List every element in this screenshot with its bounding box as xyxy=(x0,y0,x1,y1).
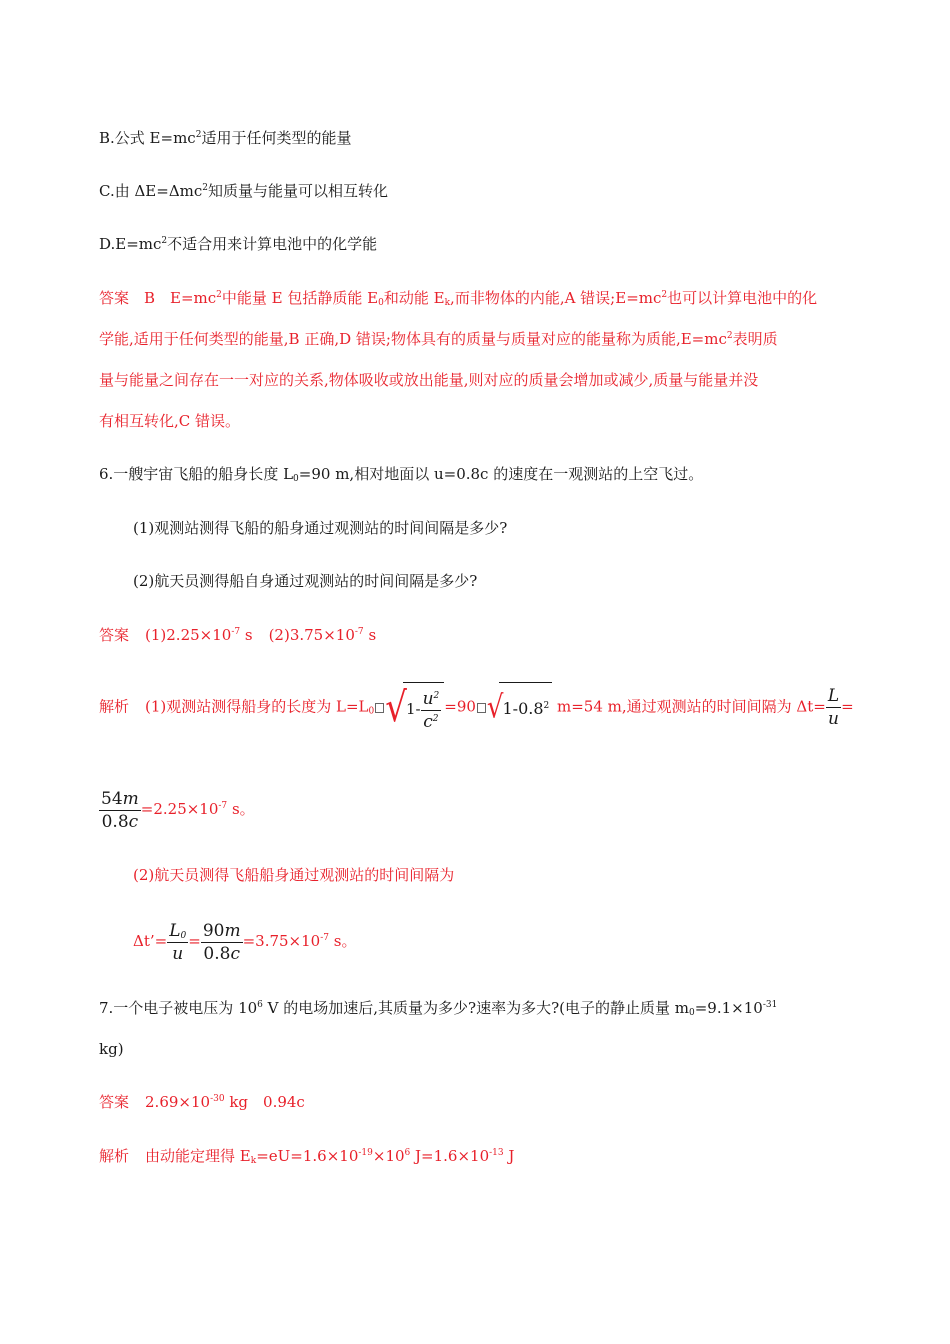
q6-answer1: (1)2.25×10 xyxy=(145,626,232,644)
answer5-l1a-sup: 2 xyxy=(216,290,222,300)
option-d-text: D.E=mc xyxy=(99,235,162,253)
q7-answer-a: 2.69×10 xyxy=(145,1093,211,1111)
frac-den-c2: c xyxy=(230,943,240,964)
q6-solution1-cont xyxy=(99,786,255,833)
option-d-sup: 2 xyxy=(161,236,168,246)
option-d-tail: 不适合用来计算电池中的化学能 xyxy=(167,235,378,253)
placeholder-box-icon xyxy=(375,703,384,713)
q6-part1 xyxy=(133,517,507,539)
q7-solution-b: =eU=1.6×10 xyxy=(256,1147,359,1165)
q6-solution2-res-sup: -7 xyxy=(320,933,329,943)
answer5-l1b: 中能量 E 包括静质能 E xyxy=(221,289,379,307)
frac-num-l: L xyxy=(827,686,840,706)
option-c-tail: 知质量与能量可以相互转化 xyxy=(208,182,389,200)
q7-solution-label: 解析 xyxy=(99,1147,130,1165)
q7-solution-d: J=1.6×10 xyxy=(410,1147,490,1165)
q7-solution-sup3: -13 xyxy=(489,1148,504,1158)
q6-solution2-eq: = xyxy=(188,932,201,950)
answer5-l1d-sup: 2 xyxy=(661,290,668,300)
q6-stem-b: =90 m,相对地面以 u=0.8c 的速度在一观测站的上空飞过。 xyxy=(298,465,704,483)
q6-solution2-title-text: (2)航天员测得飞船船身通过观测站的时间间隔为 xyxy=(133,866,455,884)
q6-solution1-res-sup: -7 xyxy=(218,801,228,811)
fraction-l-over-u xyxy=(826,685,841,730)
frac-den-u2: u xyxy=(172,943,184,964)
answer5-l1c-sub: k xyxy=(444,298,451,308)
q7-stem-sup1: 6 xyxy=(257,1000,263,1010)
q6-solution2-res: =3.75×10 xyxy=(242,932,321,950)
q6-solution1-eq90: =90 xyxy=(444,697,476,716)
sqrt-expression-2 xyxy=(487,682,552,733)
frac-den-u: u xyxy=(828,709,839,729)
q6-solution1-sub: 0 xyxy=(368,706,375,717)
q6-part2 xyxy=(133,570,477,592)
answer5-l1e: 也可以计算电池中的化 xyxy=(667,289,818,307)
frac-num-l0-sub: 0 xyxy=(180,930,187,941)
q7-stem-l2: kg) xyxy=(99,1040,124,1058)
frac-num-m2: m xyxy=(224,920,241,941)
frac-num-54: 54 xyxy=(101,788,123,809)
q6-answer-label: 答案 xyxy=(99,626,130,644)
frac-den-08: 0.8 xyxy=(101,811,129,832)
q7-solution-c: ×10 xyxy=(372,1147,405,1165)
answer5-l1d: ,而非物体的内能,A 错误;E=mc xyxy=(450,289,662,307)
q6-solution1-a: (1)观测站测得船身的长度为 L=L xyxy=(145,697,369,716)
option-c-sup: 2 xyxy=(202,183,209,193)
frac-den-c: c xyxy=(128,811,139,832)
q7-solution-sub: k xyxy=(250,1156,257,1166)
fraction-90m-over-08c xyxy=(201,920,243,965)
q7-solution-e: J xyxy=(503,1147,515,1165)
frac-u: u xyxy=(422,688,434,709)
frac-c-sup: 2 xyxy=(432,713,439,724)
answer5-line3 xyxy=(99,369,758,391)
sqrt-expression-1 xyxy=(385,682,444,733)
frac-num-m: m xyxy=(122,788,139,809)
answer5-l2b: 表明质 xyxy=(732,330,778,348)
q6-answer1-sup: -7 xyxy=(231,627,241,637)
q6-solution2-lhs: Δt’= xyxy=(133,932,168,950)
q6-answer2-sup: -7 xyxy=(354,627,364,637)
q6-solution2 xyxy=(133,918,356,965)
q6-stem-sub: 0 xyxy=(293,474,299,484)
q6-stem-a: 6.一艘宇宙飞船的船身长度 L xyxy=(99,465,294,483)
radicand-2-sup: 2 xyxy=(543,701,550,711)
answer5-line4 xyxy=(99,410,240,432)
q7-stem-b: V 的电场加速后,其质量为多少?速率为多大?(电子的静止质量 m xyxy=(262,999,689,1017)
q6-solution-label: 解析 xyxy=(99,697,130,716)
answer5-l3: 量与能量之间存在一一对应的关系,物体吸收或放出能量,则对应的质量会增加或减少,质量与能量并没 xyxy=(99,371,759,389)
radical-icon: √ xyxy=(486,689,504,726)
q6-answer1-unit: s xyxy=(240,626,253,644)
radicand-one: 1- xyxy=(405,700,421,718)
fraction-54m-over-08c xyxy=(99,788,141,833)
q6-part2-text: (2)航天员测得船自身通过观测站的时间间隔是多少? xyxy=(133,572,478,590)
fraction-l0-over-u xyxy=(167,920,188,965)
answer5-l1a: 答案 B E=mc xyxy=(99,289,217,307)
frac-u-sup: 2 xyxy=(433,690,440,701)
q7-stem xyxy=(99,997,777,1019)
q6-part1-text: (1)观测站测得飞船的船身通过观测站的时间间隔是多少? xyxy=(133,519,508,537)
answer5-line2 xyxy=(99,328,778,350)
q6-solution2-title xyxy=(133,864,454,886)
frac-num-90: 90 xyxy=(202,920,225,941)
option-b-text: B.公式 E=mc xyxy=(99,129,196,147)
q7-answer-b: kg 0.94c xyxy=(224,1093,305,1111)
q6-answer2: (2)3.75×10 xyxy=(268,626,355,644)
option-b-sup: 2 xyxy=(195,130,202,140)
answer5-l4: 有相互转化,C 错误。 xyxy=(99,412,241,430)
answer5-l1c: 和动能 E xyxy=(383,289,445,307)
option-d xyxy=(99,233,377,255)
q6-solution1-res: =2.25×10 xyxy=(140,800,219,818)
q7-answer xyxy=(99,1091,305,1113)
q7-solution xyxy=(99,1145,514,1167)
q7-stem-sup2: -31 xyxy=(762,1000,778,1010)
q7-solution-sup1: -19 xyxy=(358,1148,373,1158)
q6-solution1-b: m=54 m,通过观测站的时间间隔为 Δt= xyxy=(552,697,826,716)
q6-solution1 xyxy=(99,682,854,733)
answer5-l2a: 学能,适用于任何类型的能量,B 正确,D 错误;物体具有的质量与质量对应的能量称为质能,E=mc xyxy=(99,330,727,348)
frac-num-l0: L xyxy=(169,920,181,941)
option-b xyxy=(99,127,351,149)
frac-den-08b: 0.8 xyxy=(203,943,231,964)
q6-solution1-eq: = xyxy=(841,697,854,716)
q7-answer-label: 答案 xyxy=(99,1093,130,1111)
radical-icon: √ xyxy=(385,683,407,732)
q7-stem-sub: 0 xyxy=(688,1008,695,1018)
q7-solution-a: 由动能定理得 E xyxy=(145,1147,251,1165)
q7-stem-a: 7.一个电子被电压为 10 xyxy=(99,999,258,1017)
q6-stem xyxy=(99,463,703,485)
q6-answer2-unit: s xyxy=(363,626,377,644)
q6-solution2-res-unit: s。 xyxy=(328,932,357,950)
answer5-l2a-sup: 2 xyxy=(726,331,733,341)
frac-c: c xyxy=(423,711,433,732)
option-c-text: C.由 ΔE=Δmc xyxy=(99,182,203,200)
q7-answer-sup: -30 xyxy=(210,1094,225,1104)
radicand-2: 1-0.8 xyxy=(502,699,544,718)
option-c xyxy=(99,180,388,202)
q6-answer xyxy=(99,624,376,646)
placeholder-box-icon xyxy=(477,703,486,713)
answer5-line1 xyxy=(99,287,817,309)
answer5-l1b-sub: 0 xyxy=(378,298,384,308)
q6-solution1-res-unit: s。 xyxy=(227,800,255,818)
q7-stem-line2 xyxy=(99,1038,124,1060)
q7-solution-sup2: 6 xyxy=(404,1148,411,1158)
q7-stem-c: =9.1×10 xyxy=(694,999,763,1017)
option-b-tail: 适用于任何类型的能量 xyxy=(201,129,352,147)
